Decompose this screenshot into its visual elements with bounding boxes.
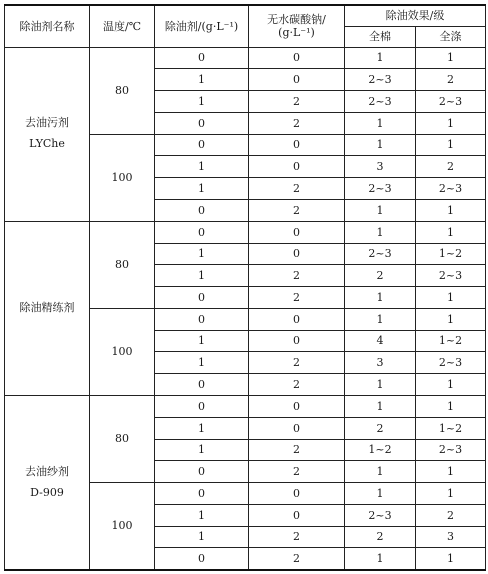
full-polyester-grade-cell: 1 — [416, 134, 486, 156]
degreaser-concentration-cell: 0 — [155, 308, 249, 330]
full-cotton-grade-cell: 1 — [345, 287, 416, 309]
sodium-carbonate-cell: 0 — [249, 330, 345, 352]
full-polyester-grade-cell: 1~2 — [416, 243, 486, 265]
degreaser-concentration-cell: 1 — [155, 243, 249, 265]
table-row — [5, 221, 486, 243]
full-cotton-grade-cell: 3 — [345, 352, 416, 374]
agent-name-cell — [5, 396, 90, 571]
table-row — [5, 396, 486, 418]
sodium-carbonate-cell: 0 — [249, 417, 345, 439]
full-polyester-grade-cell: 1 — [416, 548, 486, 570]
full-cotton-grade-cell: 2~3 — [345, 69, 416, 91]
degreaser-concentration-cell: 1 — [155, 69, 249, 91]
full-polyester-grade-cell: 2~3 — [416, 265, 486, 287]
full-cotton-grade-cell: 1 — [345, 112, 416, 134]
full-cotton-grade-cell: 2 — [345, 417, 416, 439]
sodium-carbonate-cell: 0 — [249, 156, 345, 178]
sodium-carbonate-cell: 0 — [249, 308, 345, 330]
degreaser-concentration-cell: 0 — [155, 221, 249, 243]
degreaser-concentration-cell: 1 — [155, 504, 249, 526]
full-cotton-grade-cell: 1 — [345, 374, 416, 396]
full-polyester-grade-cell: 3 — [416, 526, 486, 548]
full-polyester-grade-cell: 1 — [416, 112, 486, 134]
agent-name-line1: 去油污剂 — [25, 116, 69, 130]
full-polyester-grade-cell: 1 — [416, 47, 486, 69]
degreaser-concentration-cell: 0 — [155, 396, 249, 418]
degreaser-concentration-cell: 1 — [155, 352, 249, 374]
degreaser-concentration-cell: 0 — [155, 47, 249, 69]
sodium-carbonate-cell: 0 — [249, 243, 345, 265]
agent-name-line2: D-909 — [30, 485, 64, 499]
degreaser-concentration-cell: 0 — [155, 374, 249, 396]
full-polyester-grade-cell: 1 — [416, 221, 486, 243]
degreaser-concentration-cell: 1 — [155, 156, 249, 178]
sodium-carbonate-cell: 2 — [249, 178, 345, 200]
degreaser-concentration-cell: 0 — [155, 287, 249, 309]
full-cotton-grade-cell: 1 — [345, 461, 416, 483]
sodium-carbonate-cell: 2 — [249, 439, 345, 461]
full-polyester-grade-cell: 1 — [416, 199, 486, 221]
table-body — [5, 47, 486, 570]
full-polyester-grade-cell: 1 — [416, 308, 486, 330]
full-cotton-grade-cell: 2~3 — [345, 91, 416, 113]
sodium-carbonate-cell: 2 — [249, 287, 345, 309]
sodium-carbonate-cell: 2 — [249, 112, 345, 134]
full-cotton-grade-cell: 1 — [345, 221, 416, 243]
full-cotton-grade-cell: 1 — [345, 199, 416, 221]
full-cotton-grade-cell: 2~3 — [345, 178, 416, 200]
temperature-cell: 80 — [90, 396, 155, 483]
full-cotton-grade-cell: 1 — [345, 483, 416, 505]
degreaser-concentration-cell: 0 — [155, 112, 249, 134]
full-polyester-grade-cell: 1 — [416, 461, 486, 483]
sodium-carbonate-cell: 2 — [249, 526, 345, 548]
agent-name-cell — [5, 47, 90, 221]
full-polyester-grade-cell: 2 — [416, 156, 486, 178]
header-sodium-carbonate — [249, 5, 345, 47]
full-polyester-grade-cell: 1 — [416, 396, 486, 418]
full-polyester-grade-cell: 2 — [416, 504, 486, 526]
full-cotton-grade-cell: 2~3 — [345, 504, 416, 526]
full-cotton-grade-cell: 2 — [345, 265, 416, 287]
full-polyester-grade-cell: 1~2 — [416, 417, 486, 439]
sodium-carbonate-cell: 0 — [249, 69, 345, 91]
header-degreasing-effect: 除油效果/级 — [345, 5, 486, 26]
degreaser-concentration-cell: 1 — [155, 178, 249, 200]
temperature-cell: 80 — [90, 47, 155, 134]
temperature-cell: 100 — [90, 483, 155, 570]
degreaser-concentration-cell: 0 — [155, 199, 249, 221]
full-polyester-grade-cell: 2~3 — [416, 178, 486, 200]
agent-name-line1: 去油纱剂 — [25, 464, 69, 478]
degreaser-concentration-cell: 0 — [155, 461, 249, 483]
full-cotton-grade-cell: 1 — [345, 396, 416, 418]
header-sodium-carbonate-line2: (g·L⁻¹) — [278, 26, 315, 40]
full-cotton-grade-cell: 1 — [345, 134, 416, 156]
full-cotton-grade-cell: 1 — [345, 548, 416, 570]
full-polyester-grade-cell: 2~3 — [416, 439, 486, 461]
agent-name-line2: LYChe — [29, 137, 65, 151]
degreaser-concentration-cell: 1 — [155, 417, 249, 439]
header-sodium-carbonate-line1: 无水碳酸钠/ — [267, 13, 326, 27]
degreaser-concentration-cell: 1 — [155, 526, 249, 548]
full-polyester-grade-cell: 2~3 — [416, 91, 486, 113]
degreaser-concentration-cell: 0 — [155, 548, 249, 570]
header-temperature: 温度/℃ — [90, 5, 155, 47]
temperature-cell: 100 — [90, 308, 155, 395]
sodium-carbonate-cell: 2 — [249, 461, 345, 483]
sodium-carbonate-cell: 2 — [249, 548, 345, 570]
header-full-cotton: 全棉 — [345, 26, 416, 47]
degreaser-concentration-cell: 0 — [155, 134, 249, 156]
agent-name-line1: 除油精练剂 — [19, 300, 75, 314]
full-polyester-grade-cell: 2~3 — [416, 352, 486, 374]
full-cotton-grade-cell: 4 — [345, 330, 416, 352]
full-polyester-grade-cell: 1 — [416, 483, 486, 505]
table-header — [5, 5, 486, 47]
sodium-carbonate-cell: 0 — [249, 47, 345, 69]
agent-name-cell — [5, 221, 90, 395]
degreaser-concentration-cell: 1 — [155, 265, 249, 287]
header-degreaser-concentration: 除油剂/(g·L⁻¹) — [155, 5, 249, 47]
full-cotton-grade-cell: 2 — [345, 526, 416, 548]
sodium-carbonate-cell: 2 — [249, 352, 345, 374]
degreaser-concentration-cell: 1 — [155, 330, 249, 352]
sodium-carbonate-cell: 0 — [249, 396, 345, 418]
full-cotton-grade-cell: 1~2 — [345, 439, 416, 461]
full-polyester-grade-cell: 1~2 — [416, 330, 486, 352]
sodium-carbonate-cell: 0 — [249, 134, 345, 156]
full-cotton-grade-cell: 3 — [345, 156, 416, 178]
header-agent-name: 除油剂名称 — [5, 5, 90, 47]
full-cotton-grade-cell: 1 — [345, 308, 416, 330]
sodium-carbonate-cell: 0 — [249, 504, 345, 526]
sodium-carbonate-cell: 2 — [249, 91, 345, 113]
sodium-carbonate-cell: 0 — [249, 483, 345, 505]
degreasing-results-table — [4, 4, 486, 571]
temperature-cell: 100 — [90, 134, 155, 221]
sodium-carbonate-cell: 2 — [249, 374, 345, 396]
degreaser-concentration-cell: 1 — [155, 91, 249, 113]
degreaser-concentration-cell: 0 — [155, 483, 249, 505]
full-polyester-grade-cell: 2 — [416, 69, 486, 91]
full-polyester-grade-cell: 1 — [416, 287, 486, 309]
temperature-cell: 80 — [90, 221, 155, 308]
table-row — [5, 47, 486, 69]
degreaser-concentration-cell: 1 — [155, 439, 249, 461]
full-polyester-grade-cell: 1 — [416, 374, 486, 396]
sodium-carbonate-cell: 0 — [249, 221, 345, 243]
sodium-carbonate-cell: 2 — [249, 199, 345, 221]
header-full-polyester: 全涤 — [416, 26, 486, 47]
full-cotton-grade-cell: 1 — [345, 47, 416, 69]
full-cotton-grade-cell: 2~3 — [345, 243, 416, 265]
sodium-carbonate-cell: 2 — [249, 265, 345, 287]
